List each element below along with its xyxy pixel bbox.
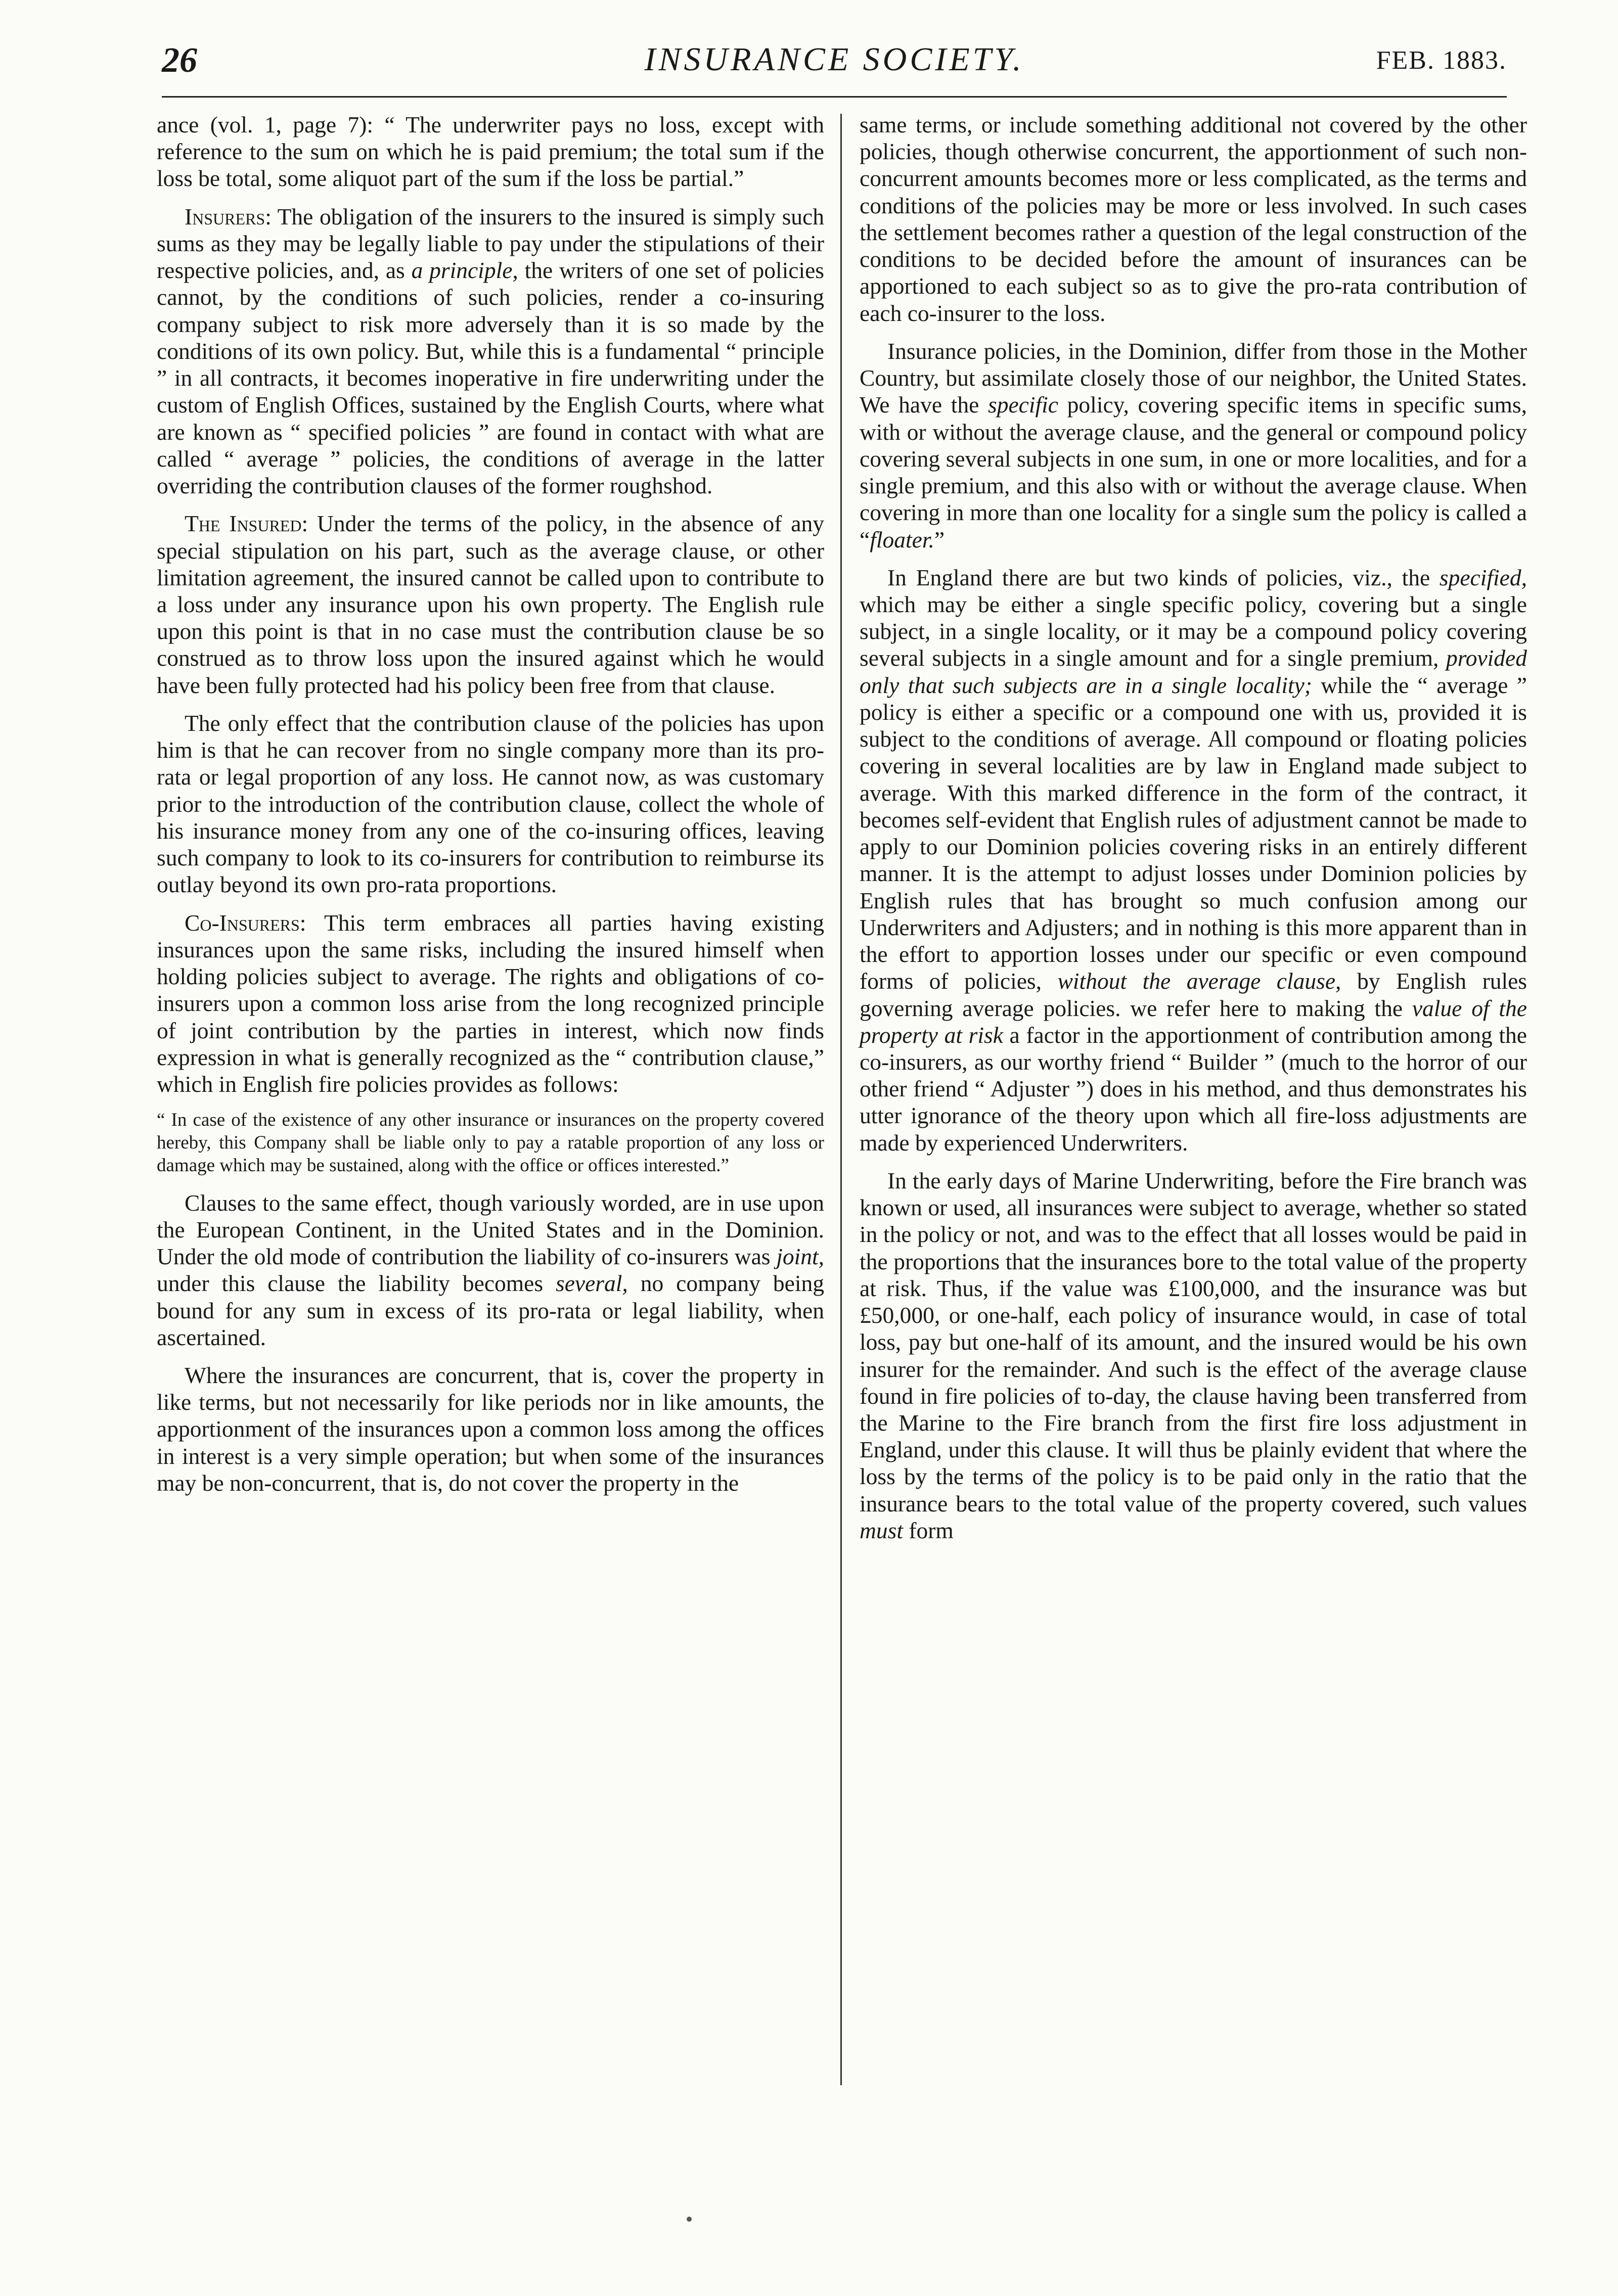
journal-title: INSURANCE SOCIETY. (644, 41, 1024, 78)
block-quote: “ In case of the existence of any other insurance or insurances on the property covered hereby, this Company shall be liable only to pay a ratable proportion of any loss or damage which may be sustained, along with the office or offices interested.” (157, 1110, 824, 1176)
paragraph-insurers: Insurers: The obligation of the insurers to the insured is simply such sums as they may be legally liable to pay under the stipulations of their respective policies, and, as a principle, the writers of one set of policies cannot, by the conditions of such policies, render a co-insuring company subject to risk more adversely than it is so made by the conditions of its own policy. But, while this is a fundamental “ principle ” in all contracts, it becomes inoperative in fire underwriting under the custom of English Offices, sustained by the English Courts, where what are known as “ specified policies ” are found in contact with what are called “ average ” policies, the conditions of average in the latter overriding the contribution clauses of the former roughshod. (157, 203, 824, 499)
column-divider (840, 114, 842, 2085)
paragraph: The only effect that the contribution clause of the policies has upon him is that he can recover from no single company more than its pro-rata or legal proportion of any loss. He cannot now, as was customary prior to the introduction of the contribution clause, collect the whole of his insurance money from any one of the co-insuring offices, leaving such company to look to its co-insurers for contribution to reimburse its outlay beyond its own pro-rata proportions. (157, 710, 824, 898)
issue-date: FEB. 1883. (1376, 46, 1507, 75)
section-head: Co-Insurers: (185, 909, 306, 936)
section-head: The Insured: (185, 511, 308, 537)
ink-speck (687, 2217, 692, 2222)
paragraph: Where the insurances are concurrent, that is, cover the property in like terms, but not necessarily for like periods nor in like amounts, the apportionment of the insurances upon a common loss among the offices in interest is a very simple operation; but when some of the insurances may be non-concurrent, that is, do not cover the property in the (157, 1362, 824, 1496)
paragraph-co-insurers: Co-Insurers: This term embraces all parties having existing insurances upon the same risks, including the insured himself when holding policies subject to average. The rights and obligations of co-insurers upon a common loss arise from the long recognized principle of joint contribution by the parties in interest, which now finds expression in what is generally recognized as the “ contribution clause,” which in English fire policies provides as follows: (157, 909, 824, 1097)
paragraph: ance (vol. 1, page 7): “ The underwriter pays no loss, except with reference to the sum on which he is paid premium; the total sum if the loss be total, some aliquot part of the sum if the loss be partial.” (157, 112, 824, 192)
section-head: Insurers: (185, 203, 272, 229)
page-number: 26 (162, 41, 197, 80)
page-header (162, 35, 1507, 98)
left-column (157, 111, 824, 1507)
paragraph: same terms, or include something additional not covered by the other policies, though otherwise concurrent, the apportionment of such non-concurrent amounts becomes more or less complicated, as the terms and conditions of the policies may be more or less involved. In such cases the settlement becomes rather a question of the legal construction of the conditions to be decided before the amount of insurances can be apportioned to each subject so as to give the pro-rata contribution of each co-insurer to the loss. (860, 112, 1527, 326)
right-column (860, 111, 1527, 1555)
paragraph: In England there are but two kinds of policies, viz., the specified, which may be either a single specific policy, covering but a single subject, in a single locality, or it may be a compound policy covering several subjects in a single amount and for a single premium, provided only that such subjects are in a single locality; while the “ average ” policy is either a specific or a compound one with us, provided it is subject to the conditions of average. All compound or floating policies covering in several localities are by law in England made subject to average. With this marked difference in the form of the contract, it becomes self-evident that English rules of adjustment cannot be made to apply to our Dominion policies covering risks in an entirely different manner. It is the attempt to adjust losses under Dominion policies by English rules that has brought so much confusion among our Underwriters and Adjusters; and in nothing is this more apparent than in the effort to apportion losses under our specific or even compound forms of policies, without the average clause, by English rules governing average policies. we refer here to making the value of the property at risk a factor in the apportionment of contribution among the co-insurers, as our worthy friend “ Builder ” (much to the horror of our other friend “ Adjuster ”) does in his method, and thus demonstrates his utter ignorance of the theory upon which all fire-loss adjustments are made by experienced Underwriters. (860, 564, 1527, 1156)
paragraph: Clauses to the same effect, though variously worded, are in use upon the European Continent, in the United States and in the Dominion. Under the old mode of contribution the liability of co-insurers was joint, under this clause the liability becomes several, no company being bound for any sum in excess of its pro-rata or legal liability, when ascertained. (157, 1189, 824, 1350)
paragraph-the-insured: The Insured: Under the terms of the policy, in the absence of any special stipulation on his part, such as the average clause, or other limitation agreement, the insured cannot be called upon to contribute to a loss under any insurance upon his own property. The English rule upon this point is that in no case must the contribution clause be so construed as to throw loss upon the insured against which he would have been fully protected had his policy been free from that clause. (157, 511, 824, 698)
paragraph: Insurance policies, in the Dominion, differ from those in the Mother Country, but assimilate closely those of our neighbor, the United States. We have the specific policy, covering specific items in specific sums, with or without the average clause, and the general or compound policy covering several subjects in one sum, in one or more localities, and for a single premium, and this also with or without the average clause. When covering in more than one locality for a single sum the policy is called a “floater.” (860, 338, 1527, 553)
paragraph: In the early days of Marine Underwriting, before the Fire branch was known or used, all insurances were subject to average, whether so stated in the policy or not, and was to the effect that all losses would be paid in the proportions that the insurances bore to the total value of the property at risk. Thus, if the value was £100,000, and the insurance was but £50,000, or one-half, each policy of insurance would, in case of total loss, pay but one-half of its amount, and the insured would be his own insurer for the remainder. And such is the effect of the average clause found in fire policies of to-day, the clause having been transferred from the Marine to the Fire branch from the first fire loss adjustment in England, under this clause. It will thus be plainly evident that where the loss by the terms of the policy is to be paid only in the ratio that the insurance bears to the total value of the property covered, such values must form (860, 1167, 1527, 1543)
